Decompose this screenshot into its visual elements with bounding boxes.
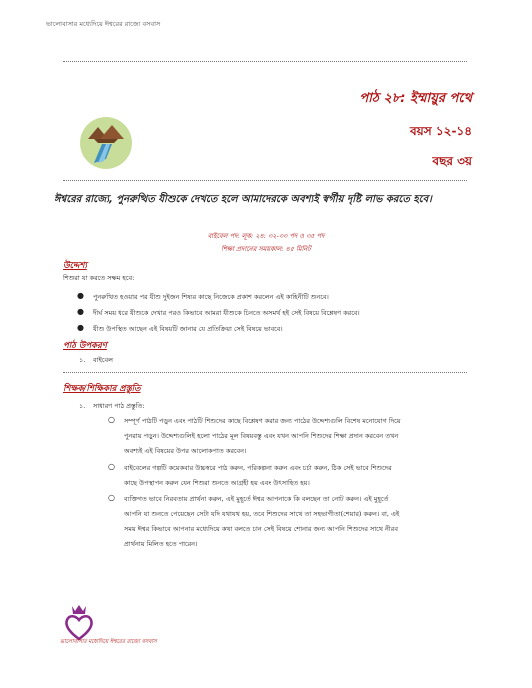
preparation-item-line: পুনরায় পড়ুন। উদ্দেশ্যগুলিই হলো পাঠের মূল বিষয়বস্তু এবং যখন আপনি শিশুদের শিক্ষা প্রদান করবেন তখন	[124, 432, 399, 440]
lesson-logo	[80, 117, 132, 169]
page-header: ভালোবাসার মধ্যেদিয়ে ঈশ্বরের রাজ্যে বসবাস	[46, 20, 161, 28]
preparation-item-line: কাছে উপস্থাপন করুন যেন শিশুরা শুনতে আগ্রহী হয় এবং উৎসাহিত হয়।	[124, 479, 310, 487]
preparation-item-line: আপনি যা শুনতে পেয়েছেন সেটা যদি যথাযথ হয়, তবে শিশুদের সাথে তা সহভাগীতা(শেয়ার) করুন। বা, এই	[124, 510, 400, 518]
header-divider	[63, 61, 467, 62]
circle-bullet: ○	[108, 462, 115, 471]
objective-intro: শিশুরা যা করতে সক্ষম হবে:	[63, 274, 135, 282]
preparation-item-line: অবশ্যই এই বিষয়ের উপর আলোকপাত করবেন।	[124, 447, 247, 455]
teaching-time: শিক্ষা প্রদানের সময়কাল: ৪৫ মিনিট	[221, 245, 311, 253]
bullet-dot: ●	[77, 291, 84, 300]
footer-text: ভালোবাসার মধ্যেদিয়ে ঈশ্বরের রাজ্যে বসবাস	[60, 639, 157, 645]
preparation-item-line: বাইবেলের গল্পটি কয়েকবার উচ্চস্বরে পাঠ করুন, পরিকল্পনা করুন এবং চর্চা করুন, ঠিক সেই ভাবে শিশুদের	[124, 464, 392, 472]
preparation-heading: শিক্ষক/শিক্ষিকার প্রস্তুতি	[63, 384, 141, 394]
preparation-item-line: সম্পূর্ণ পাঠটি পড়ুন এবং পাঠটি শিশুদের কাছে বিশ্লেষণ করার জন্য পাঠের উদ্দেশ্যগুলি বিশেষ মনোযোগ দিয়ে	[124, 417, 401, 425]
objective-item: যীশু উপস্থিত আছেন এই বিষয়টি জানার যে প্রতিক্রিয়া সেই বিষয়ে ভাববে।	[93, 325, 283, 333]
mountain-road-icon	[80, 117, 132, 169]
circle-bullet: ○	[108, 415, 115, 424]
materials-number: ১.	[79, 356, 86, 364]
bible-passage: বাইবেল পদ: লূক: ২৪: ৩২-৩৩ পদ ও ৩৫ পদ	[207, 232, 325, 240]
preparation-item-line: প্রার্থনায় মিলিত হতে পারেন।	[124, 540, 198, 548]
crown-heart-icon	[64, 603, 94, 643]
objective-heading: উদ্দেশ্য	[63, 261, 87, 271]
preparation-sub-title: সাধারণ পাঠ প্রস্তুতি:	[93, 402, 145, 410]
circle-bullet: ○	[108, 493, 115, 502]
lesson-year: বছর ৩য়	[432, 154, 472, 168]
theme-divider	[63, 180, 467, 181]
materials-heading: পাঠ উপকরণ	[63, 341, 107, 351]
objective-item: পুনরুত্থিত হওয়ার পর যীশু দুইজন শিষ্যর কাছে নিজেকে প্রকাশ করলেন এই কাহিনীটি শুনবে।	[93, 293, 329, 301]
bullet-dot: ●	[77, 307, 84, 316]
lesson-theme: ঈশ্বরের রাজ্যে, পুনরুত্থিত যীশুকে দেখতে হলে আমাদেরকে অবশ্যই স্বর্গীয় দৃষ্টি লাভ করতে হবে।	[54, 194, 432, 205]
objective-item: দীর্ঘ সময় ধরে যীশুকে দেখার পরও কিভাবে আমরা যীশুকে চিনতে অসমর্থ হই সেই বিষয়ে বিশ্লেষণ করবে।	[93, 309, 360, 317]
section-divider	[63, 372, 467, 373]
crown-heart-logo	[64, 603, 94, 643]
bullet-dot: ●	[77, 323, 84, 332]
preparation-item-line: সময় ঈশ্বর কিভাবে আপনার মধ্যেদিয়ে কথা বলতে চান সেই বিষয়ে শোনার জন্য আপনি শিশুদের সাথে নীরব	[124, 525, 398, 533]
preparation-sub-number: ১.	[79, 402, 86, 410]
age-range: বয়স ১২-১৪	[410, 124, 472, 138]
lesson-title: পাঠ ২৮: ইম্মায়ুর পথে	[359, 91, 472, 106]
preparation-item-line: ব্যক্তিগত ভাবে নিরবতায় প্রার্থনা করুন, এই মুহূর্তে ঈশ্বর আপনাকে কি বলছেন তা নোট করুন। এই মুহূর্তে	[124, 495, 389, 503]
materials-item: বাইবেল	[93, 356, 113, 364]
